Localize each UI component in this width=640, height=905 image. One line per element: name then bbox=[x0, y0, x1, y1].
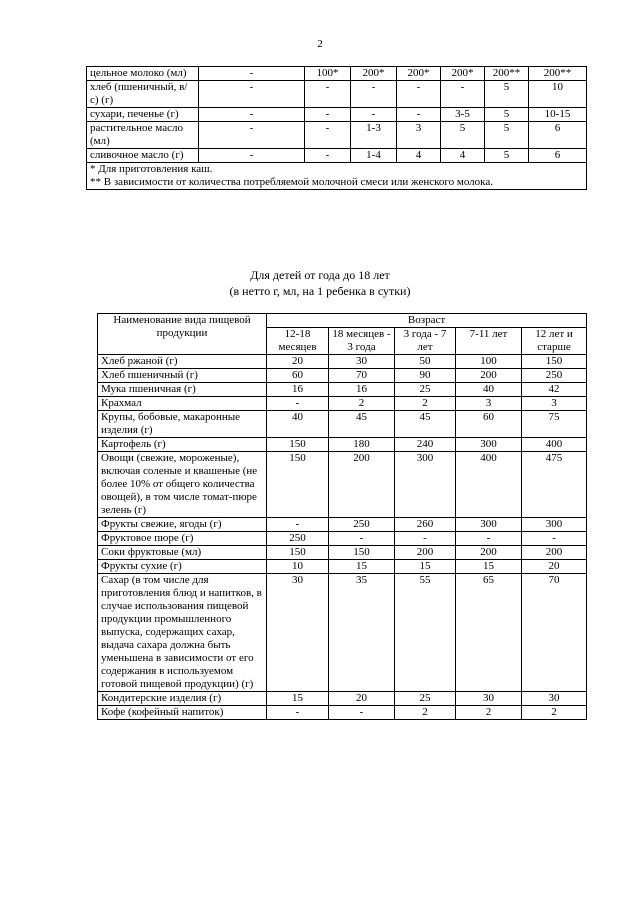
product-name-cell: цельное молоко (мл) bbox=[87, 67, 199, 81]
value-cell: 260 bbox=[395, 518, 456, 532]
norms-table-children bbox=[97, 313, 587, 720]
value-cell: 200** bbox=[529, 67, 587, 81]
norms-table-infants bbox=[86, 66, 587, 190]
product-name-cell: Хлеб пшеничный (г) bbox=[98, 369, 267, 383]
value-cell: - bbox=[267, 706, 329, 720]
value-cell: 30 bbox=[329, 355, 395, 369]
value-cell: - bbox=[199, 149, 305, 163]
value-cell: 16 bbox=[267, 383, 329, 397]
value-cell: 100* bbox=[305, 67, 351, 81]
value-cell: 20 bbox=[267, 355, 329, 369]
value-cell: - bbox=[199, 108, 305, 122]
table-row bbox=[87, 149, 587, 163]
table-row bbox=[87, 108, 587, 122]
value-cell: 3 bbox=[397, 122, 441, 149]
product-name-cell: Фрукты сухие (г) bbox=[98, 560, 267, 574]
value-cell: 6 bbox=[529, 122, 587, 149]
value-cell: 100 bbox=[456, 355, 522, 369]
product-name-cell: Крупы, бобовые, макаронные изделия (г) bbox=[98, 411, 267, 438]
header-product-name: Наименование вида пищевой продукции bbox=[98, 314, 267, 355]
value-cell: 15 bbox=[456, 560, 522, 574]
table-row bbox=[98, 369, 587, 383]
value-cell: - bbox=[199, 81, 305, 108]
value-cell: 25 bbox=[395, 692, 456, 706]
value-cell: 5 bbox=[485, 81, 529, 108]
table-row bbox=[98, 706, 587, 720]
product-name-cell: Кофе (кофейный напиток) bbox=[98, 706, 267, 720]
value-cell: 45 bbox=[395, 411, 456, 438]
product-name-cell: Картофель (г) bbox=[98, 438, 267, 452]
value-cell: - bbox=[441, 81, 485, 108]
value-cell: 300 bbox=[456, 518, 522, 532]
value-cell: - bbox=[267, 397, 329, 411]
table-row bbox=[98, 574, 587, 692]
table-row bbox=[98, 518, 587, 532]
value-cell: 15 bbox=[329, 560, 395, 574]
value-cell: - bbox=[397, 81, 441, 108]
value-cell: 10 bbox=[267, 560, 329, 574]
value-cell: 16 bbox=[329, 383, 395, 397]
value-cell: 240 bbox=[395, 438, 456, 452]
value-cell: - bbox=[395, 532, 456, 546]
value-cell: - bbox=[199, 122, 305, 149]
value-cell: 200** bbox=[485, 67, 529, 81]
value-cell: 15 bbox=[267, 692, 329, 706]
value-cell: - bbox=[351, 81, 397, 108]
value-cell: - bbox=[305, 149, 351, 163]
product-name-cell: Хлеб ржаной (г) bbox=[98, 355, 267, 369]
value-cell: - bbox=[351, 108, 397, 122]
value-cell: 10-15 bbox=[529, 108, 587, 122]
value-cell: 30 bbox=[456, 692, 522, 706]
product-name-cell: растительное масло (мл) bbox=[87, 122, 199, 149]
value-cell: 4 bbox=[397, 149, 441, 163]
value-cell: - bbox=[199, 67, 305, 81]
table-row bbox=[98, 411, 587, 438]
value-cell: 1-3 bbox=[351, 122, 397, 149]
value-cell: 3 bbox=[522, 397, 587, 411]
product-name-cell: сливочное масло (г) bbox=[87, 149, 199, 163]
age-group-header: 12 лет и старше bbox=[522, 328, 587, 355]
value-cell: 250 bbox=[522, 369, 587, 383]
product-name-cell: Овощи (свежие, мороженые), включая соленые и квашеные (не более 10% от общего количества овощей), в том числе томат-пюре зелень (г) bbox=[98, 452, 267, 518]
product-name-cell: Крахмал bbox=[98, 397, 267, 411]
product-name-cell: хлеб (пшеничный, в/с) (г) bbox=[87, 81, 199, 108]
value-cell: 70 bbox=[522, 574, 587, 692]
value-cell: 300 bbox=[395, 452, 456, 518]
value-cell: 65 bbox=[456, 574, 522, 692]
value-cell: 400 bbox=[522, 438, 587, 452]
value-cell: 200 bbox=[329, 452, 395, 518]
value-cell: 42 bbox=[522, 383, 587, 397]
product-name-cell: сухари, печенье (г) bbox=[87, 108, 199, 122]
value-cell: 3-5 bbox=[441, 108, 485, 122]
product-name-cell: Мука пшеничная (г) bbox=[98, 383, 267, 397]
value-cell: 5 bbox=[485, 122, 529, 149]
value-cell: 90 bbox=[395, 369, 456, 383]
value-cell: 300 bbox=[456, 438, 522, 452]
value-cell: 30 bbox=[522, 692, 587, 706]
table-footnote bbox=[87, 163, 587, 190]
table-row bbox=[98, 532, 587, 546]
value-cell: 30 bbox=[267, 574, 329, 692]
product-name-cell: Фруктовое пюре (г) bbox=[98, 532, 267, 546]
value-cell: 250 bbox=[329, 518, 395, 532]
value-cell: 4 bbox=[441, 149, 485, 163]
value-cell: 200* bbox=[441, 67, 485, 81]
value-cell: 60 bbox=[456, 411, 522, 438]
footnote-porridge: * Для приготовления каш. bbox=[90, 163, 213, 175]
value-cell: - bbox=[397, 108, 441, 122]
value-cell: 300 bbox=[522, 518, 587, 532]
value-cell: 5 bbox=[485, 108, 529, 122]
value-cell: 5 bbox=[441, 122, 485, 149]
value-cell: 10 bbox=[529, 81, 587, 108]
header-age: Возраст bbox=[267, 314, 587, 328]
product-name-cell: Сахар (в том числе для приготовления блюд и напитков, в случае использования пищевой продукции промышленного выпуска, содержащих сахар, выдача сахара должна быть уменьшена в зависимости от его содержания в используемом готовой пищевой продукции) (г) bbox=[98, 574, 267, 692]
value-cell: 35 bbox=[329, 574, 395, 692]
value-cell: 200 bbox=[456, 546, 522, 560]
value-cell: 1-4 bbox=[351, 149, 397, 163]
value-cell: 5 bbox=[485, 149, 529, 163]
age-group-header: 12-18 месяцев bbox=[267, 328, 329, 355]
value-cell: 70 bbox=[329, 369, 395, 383]
footnote-milk: ** В зависимости от количества потребляемой молочной смеси или женского молока. bbox=[90, 176, 493, 188]
value-cell: 3 bbox=[456, 397, 522, 411]
value-cell: 200 bbox=[522, 546, 587, 560]
value-cell: 20 bbox=[522, 560, 587, 574]
value-cell: - bbox=[522, 532, 587, 546]
table-row bbox=[98, 397, 587, 411]
value-cell: 200 bbox=[456, 369, 522, 383]
table-row bbox=[87, 67, 587, 81]
table-row bbox=[98, 560, 587, 574]
value-cell: 2 bbox=[395, 706, 456, 720]
value-cell: - bbox=[329, 532, 395, 546]
value-cell: 40 bbox=[267, 411, 329, 438]
value-cell: 6 bbox=[529, 149, 587, 163]
value-cell: 2 bbox=[329, 397, 395, 411]
value-cell: 200* bbox=[397, 67, 441, 81]
value-cell: 150 bbox=[267, 546, 329, 560]
table-row bbox=[87, 122, 587, 149]
value-cell: 150 bbox=[267, 438, 329, 452]
value-cell: 45 bbox=[329, 411, 395, 438]
value-cell: 200* bbox=[351, 67, 397, 81]
age-group-header: 3 года - 7 лет bbox=[395, 328, 456, 355]
value-cell: 20 bbox=[329, 692, 395, 706]
value-cell: - bbox=[305, 108, 351, 122]
table-row bbox=[98, 692, 587, 706]
age-group-header: 18 месяцев - 3 года bbox=[329, 328, 395, 355]
value-cell: 475 bbox=[522, 452, 587, 518]
value-cell: 15 bbox=[395, 560, 456, 574]
table-row bbox=[98, 383, 587, 397]
product-name-cell: Фрукты свежие, ягоды (г) bbox=[98, 518, 267, 532]
value-cell: 2 bbox=[395, 397, 456, 411]
value-cell: - bbox=[305, 122, 351, 149]
product-name-cell: Соки фруктовые (мл) bbox=[98, 546, 267, 560]
section-title: Для детей от года до 18 лет bbox=[250, 268, 390, 282]
table-row bbox=[98, 452, 587, 518]
value-cell: - bbox=[456, 532, 522, 546]
value-cell: 55 bbox=[395, 574, 456, 692]
value-cell: 150 bbox=[329, 546, 395, 560]
table-row bbox=[98, 546, 587, 560]
value-cell: 2 bbox=[522, 706, 587, 720]
value-cell: - bbox=[267, 518, 329, 532]
table-row bbox=[98, 355, 587, 369]
value-cell: - bbox=[305, 81, 351, 108]
value-cell: 180 bbox=[329, 438, 395, 452]
value-cell: 2 bbox=[456, 706, 522, 720]
value-cell: 60 bbox=[267, 369, 329, 383]
value-cell: 25 bbox=[395, 383, 456, 397]
table-row bbox=[87, 81, 587, 108]
page-number: 2 bbox=[317, 38, 323, 50]
value-cell: - bbox=[329, 706, 395, 720]
value-cell: 400 bbox=[456, 452, 522, 518]
table-row bbox=[98, 438, 587, 452]
value-cell: 50 bbox=[395, 355, 456, 369]
value-cell: 250 bbox=[267, 532, 329, 546]
age-group-header: 7-11 лет bbox=[456, 328, 522, 355]
value-cell: 200 bbox=[395, 546, 456, 560]
product-name-cell: Кондитерские изделия (г) bbox=[98, 692, 267, 706]
value-cell: 40 bbox=[456, 383, 522, 397]
value-cell: 150 bbox=[267, 452, 329, 518]
value-cell: 150 bbox=[522, 355, 587, 369]
value-cell: 75 bbox=[522, 411, 587, 438]
section-subtitle: (в нетто г, мл, на 1 ребенка в сутки) bbox=[229, 284, 411, 298]
